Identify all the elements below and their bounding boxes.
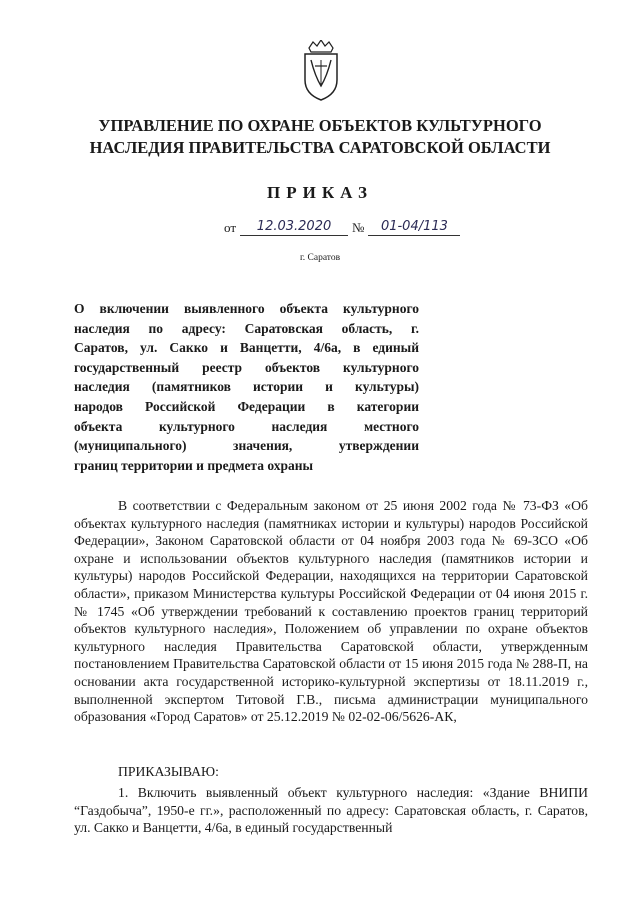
number-label: №	[352, 220, 365, 235]
organization-title-line-1: УПРАВЛЕНИЕ ПО ОХРАНЕ ОБЪЕКТОВ КУЛЬТУРНОГО	[98, 116, 542, 135]
subject-line: государственный реестр объектов культурного	[74, 359, 419, 375]
order-date-number-line	[224, 219, 460, 236]
subject-line: Саратов, ул. Сакко и Ванцетти, 4/6а, в единый	[74, 340, 419, 356]
order-directive-word: ПРИКАЗЫВАЮ:	[118, 764, 219, 779]
preamble-paragraph: В соответствии с Федеральным законом от 25 июня 2002 года № 73-ФЗ «Об объектах культурного наследия (памятниках истории и культуры) народов Российской Федерации», Законом Саратовской области от 04 ноября 2003 года № 69-ЗСО «Об охране и использовании объектов культурного наследия (памятников истории и культуры) народов Российской Федерации, находящихся на территории Саратовской области», приказом Министерства культуры Российской Федерации от 04 июня 2015 г. № 1745 «Об утверждении требований к составлению проектов границ территорий объектов культурного наследия», Положением об управлении по охране объектов культурного наследия Правительства Саратовской области, утвержденным постановлением Правительства Саратовской области от 15 июня 2015 года № 288-П, на основании акта государственной историко-культурной экспертизы от 18.11.2019 г., выполненной экспертом Титовой Г.В., письма администрации муниципального образования «Город Саратов» от 25.12.2019 № 02-02-06/5626-АК,	[74, 498, 588, 725]
subject-line: границ территории и предмета охраны	[74, 457, 314, 473]
organization-title	[80, 115, 560, 159]
organization-title-line-2: НАСЛЕДИЯ ПРАВИТЕЛЬСТВА САРАТОВСКОЙ ОБЛАСТИ	[89, 138, 551, 157]
order-title: ПРИКАЗ	[267, 183, 373, 202]
order-date: 12.03.2020	[240, 219, 348, 236]
order-item-1: 1. Включить выявленный объект культурного наследия: «Здание ВНИПИ “Газдобыча”, 1950-е гг.», расположенный по адресу: Саратовская область, г. Саратов, ул. Сакко и Ванцетти, 4/6а, в единый государственный	[74, 785, 588, 836]
city-label: г. Саратов	[299, 253, 341, 263]
subject-line: (муниципального) значения, утверждении	[74, 438, 419, 454]
subject-line: народов Российской Федерации в категории	[74, 398, 419, 414]
from-label: от	[224, 220, 237, 235]
subject-line: объекта культурного наследия местного	[74, 418, 419, 434]
subject-line: наследия (памятников истории и культуры)	[74, 379, 419, 395]
order-subject	[74, 299, 419, 475]
saratov-coat-of-arms-icon	[301, 40, 341, 102]
order-number: 01-04/113	[368, 219, 460, 236]
subject-line: наследия по адресу: Саратовская область, г.	[74, 320, 419, 336]
subject-line: О включении выявленного объекта культурного	[74, 301, 419, 316]
